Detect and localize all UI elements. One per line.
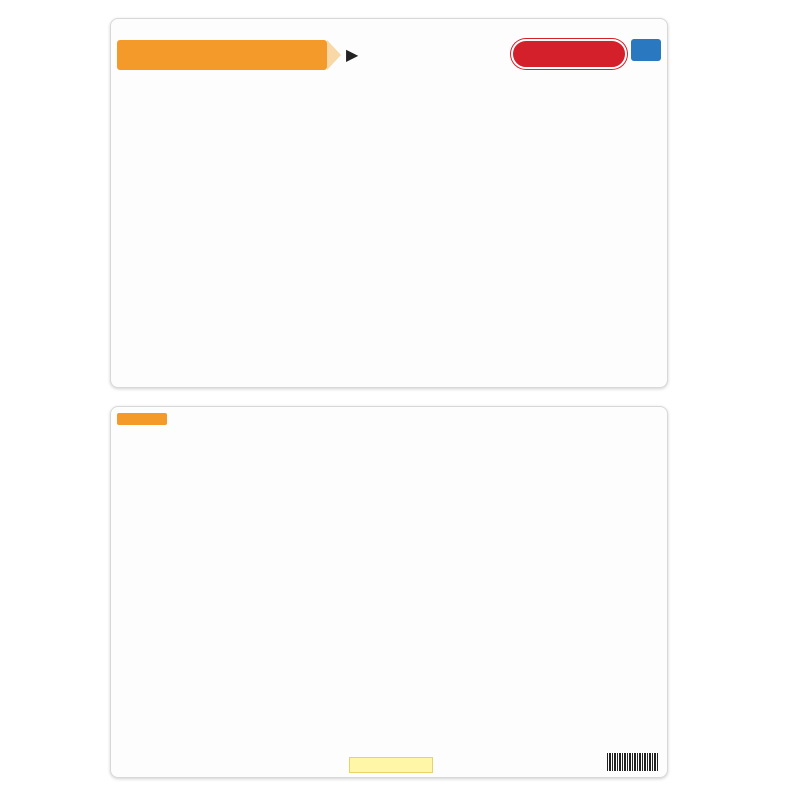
brand-logo: [511, 39, 627, 69]
pencil-tip-graphic: [327, 40, 341, 70]
dot-divider: [117, 339, 663, 347]
age-badge: [631, 39, 661, 61]
barcode: [607, 753, 659, 771]
counting-practice-mat: [110, 406, 668, 778]
dot-divider: [117, 727, 663, 735]
big-numbers-row: [117, 339, 663, 385]
directions-tag: [117, 413, 167, 425]
arrow-icon: ▶: [346, 47, 359, 64]
footer-brand-box: [349, 757, 433, 773]
mat-footer: [117, 727, 663, 775]
counting-learning-mat: [110, 18, 668, 388]
learning-mat-tag: [117, 40, 327, 70]
